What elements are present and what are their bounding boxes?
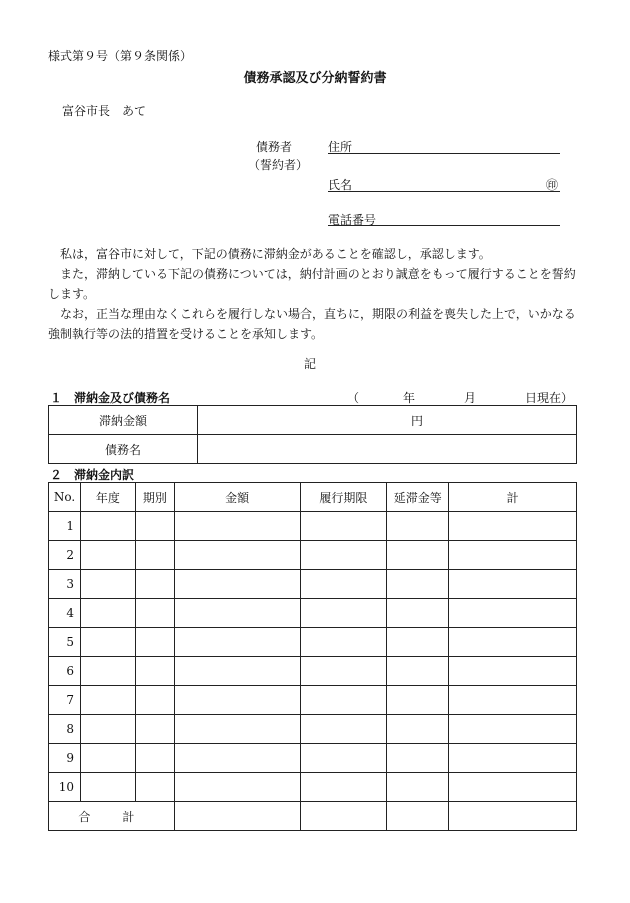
total-cell[interactable] bbox=[449, 628, 577, 657]
table-row bbox=[49, 541, 577, 570]
total-cell[interactable] bbox=[449, 715, 577, 744]
amount-cell[interactable] bbox=[174, 628, 300, 657]
col-header-amount: 金額 bbox=[174, 483, 300, 512]
ki-mark: 記 bbox=[304, 357, 317, 371]
paragraph-2: また，滞納している下記の債務については，納付計画のとおり誠意をもって履行することを誓約します。 bbox=[48, 267, 576, 301]
debt-name-label: 債務名 bbox=[49, 435, 198, 464]
fiscal-year-cell[interactable] bbox=[80, 773, 135, 802]
col-header-total: 計 bbox=[449, 483, 577, 512]
name-line bbox=[328, 191, 560, 192]
period-cell[interactable] bbox=[135, 715, 174, 744]
col-header-late-fee: 延滞金等 bbox=[387, 483, 449, 512]
section2-heading: ２ 滞納金内訳 bbox=[50, 468, 135, 482]
paragraph-3: なお，正当な理由なくこれらを履行しない場合，直ちに，期限の利益を喪失した上で，いかなる強制執行等の法的措置を受けることを承知します。 bbox=[48, 307, 576, 341]
table-total-row bbox=[49, 802, 577, 831]
body-text bbox=[48, 244, 578, 344]
table-row bbox=[49, 744, 577, 773]
col-header-period: 期別 bbox=[135, 483, 174, 512]
period-cell[interactable] bbox=[135, 744, 174, 773]
table-row bbox=[49, 773, 577, 802]
late-fee-cell[interactable] bbox=[387, 773, 449, 802]
delinquent-amount-label: 滞納金額 bbox=[49, 406, 198, 435]
total-cell[interactable] bbox=[449, 744, 577, 773]
late-fee-cell[interactable] bbox=[387, 686, 449, 715]
amount-cell[interactable] bbox=[174, 686, 300, 715]
late-fee-cell[interactable] bbox=[387, 541, 449, 570]
due-date-cell[interactable] bbox=[300, 657, 387, 686]
amount-cell[interactable] bbox=[174, 599, 300, 628]
table-row bbox=[49, 657, 577, 686]
late-fee-cell[interactable] bbox=[387, 628, 449, 657]
due-date-cell[interactable] bbox=[300, 715, 387, 744]
total-cell[interactable] bbox=[449, 512, 577, 541]
period-cell[interactable] bbox=[135, 599, 174, 628]
table-row bbox=[49, 686, 577, 715]
due-date-cell[interactable] bbox=[300, 744, 387, 773]
fiscal-year-cell[interactable] bbox=[80, 686, 135, 715]
address-label: 住所 bbox=[328, 140, 353, 154]
col-header-due-date: 履行期限 bbox=[300, 483, 387, 512]
late-fee-cell[interactable] bbox=[387, 599, 449, 628]
total-label: 合 計 bbox=[49, 802, 175, 831]
period-cell[interactable] bbox=[135, 512, 174, 541]
due-date-cell[interactable] bbox=[300, 686, 387, 715]
table-row bbox=[49, 406, 577, 435]
table-row bbox=[49, 512, 577, 541]
total-cell[interactable] bbox=[449, 541, 577, 570]
grand-total-cell[interactable] bbox=[449, 802, 577, 831]
period-cell[interactable] bbox=[135, 570, 174, 599]
period-cell[interactable] bbox=[135, 628, 174, 657]
date-year: 年 bbox=[403, 391, 416, 405]
paragraph-1: 私は，富谷市に対して，下記の債務に滞納金があることを確認し，承認します。 bbox=[60, 247, 491, 261]
total-cell[interactable] bbox=[449, 599, 577, 628]
date-open-paren: （ bbox=[347, 391, 360, 405]
row-number: 2 bbox=[49, 541, 81, 570]
table-row bbox=[49, 599, 577, 628]
amount-cell[interactable] bbox=[174, 541, 300, 570]
due-date-cell[interactable] bbox=[300, 570, 387, 599]
row-number: 7 bbox=[49, 686, 81, 715]
fiscal-year-cell[interactable] bbox=[80, 599, 135, 628]
document-title: 債務承認及び分納誓約書 bbox=[243, 71, 387, 86]
signer-role: 債務者 bbox=[256, 140, 293, 154]
table-header-row bbox=[49, 483, 577, 512]
period-cell[interactable] bbox=[135, 686, 174, 715]
table-row bbox=[49, 570, 577, 599]
name-label: 氏名 bbox=[328, 178, 353, 192]
delinquent-amount-field[interactable]: 円 bbox=[198, 406, 577, 435]
date-month: 月 bbox=[464, 391, 477, 405]
total-cell[interactable] bbox=[449, 657, 577, 686]
signer-role-sub: （誓約者） bbox=[248, 158, 309, 172]
section1-heading: １ 滞納金及び債務名 bbox=[50, 391, 171, 405]
row-number: 5 bbox=[49, 628, 81, 657]
row-number: 6 bbox=[49, 657, 81, 686]
table-row bbox=[49, 628, 577, 657]
total-cell[interactable] bbox=[449, 773, 577, 802]
fiscal-year-cell[interactable] bbox=[80, 570, 135, 599]
fiscal-year-cell[interactable] bbox=[80, 715, 135, 744]
phone-label: 電話番号 bbox=[328, 213, 377, 227]
table-row bbox=[49, 715, 577, 744]
late-fee-cell[interactable] bbox=[387, 744, 449, 773]
col-header-fiscal-year: 年度 bbox=[80, 483, 135, 512]
debt-name-field[interactable] bbox=[198, 435, 577, 464]
late-fee-total-cell[interactable] bbox=[387, 802, 449, 831]
amount-total-cell[interactable] bbox=[174, 802, 300, 831]
breakdown-table bbox=[48, 482, 577, 831]
period-cell[interactable] bbox=[135, 773, 174, 802]
due-date-cell[interactable] bbox=[300, 628, 387, 657]
fiscal-year-cell[interactable] bbox=[80, 657, 135, 686]
fiscal-year-cell[interactable] bbox=[80, 541, 135, 570]
late-fee-cell[interactable] bbox=[387, 715, 449, 744]
amount-cell[interactable] bbox=[174, 744, 300, 773]
amount-cell[interactable] bbox=[174, 773, 300, 802]
fiscal-year-cell[interactable] bbox=[80, 512, 135, 541]
late-fee-cell[interactable] bbox=[387, 570, 449, 599]
phone-line bbox=[328, 225, 560, 226]
row-number: 4 bbox=[49, 599, 81, 628]
row-number: 1 bbox=[49, 512, 81, 541]
due-date-cell[interactable] bbox=[300, 773, 387, 802]
row-number: 9 bbox=[49, 744, 81, 773]
row-number: 8 bbox=[49, 715, 81, 744]
row-number: 3 bbox=[49, 570, 81, 599]
amount-cell[interactable] bbox=[174, 570, 300, 599]
due-date-cell[interactable] bbox=[300, 541, 387, 570]
addressee: 富谷市長 あて bbox=[62, 104, 147, 118]
row-number: 10 bbox=[49, 773, 81, 802]
period-cell[interactable] bbox=[135, 541, 174, 570]
amount-cell[interactable] bbox=[174, 715, 300, 744]
col-header-no: No. bbox=[49, 483, 81, 512]
total-cell[interactable] bbox=[449, 570, 577, 599]
address-line bbox=[328, 153, 560, 154]
due-date-cell[interactable] bbox=[300, 512, 387, 541]
due-date-total-cell[interactable] bbox=[300, 802, 387, 831]
amount-cell[interactable] bbox=[174, 512, 300, 541]
form-number: 様式第９号（第９条関係） bbox=[48, 49, 193, 63]
summary-table bbox=[48, 405, 577, 464]
total-cell[interactable] bbox=[449, 686, 577, 715]
late-fee-cell[interactable] bbox=[387, 657, 449, 686]
late-fee-cell[interactable] bbox=[387, 512, 449, 541]
fiscal-year-cell[interactable] bbox=[80, 744, 135, 773]
fiscal-year-cell[interactable] bbox=[80, 628, 135, 657]
amount-cell[interactable] bbox=[174, 657, 300, 686]
seal-mark: ㊞ bbox=[546, 178, 559, 192]
date-day: 日現在） bbox=[525, 391, 574, 405]
due-date-cell[interactable] bbox=[300, 599, 387, 628]
table-row bbox=[49, 435, 577, 464]
period-cell[interactable] bbox=[135, 657, 174, 686]
